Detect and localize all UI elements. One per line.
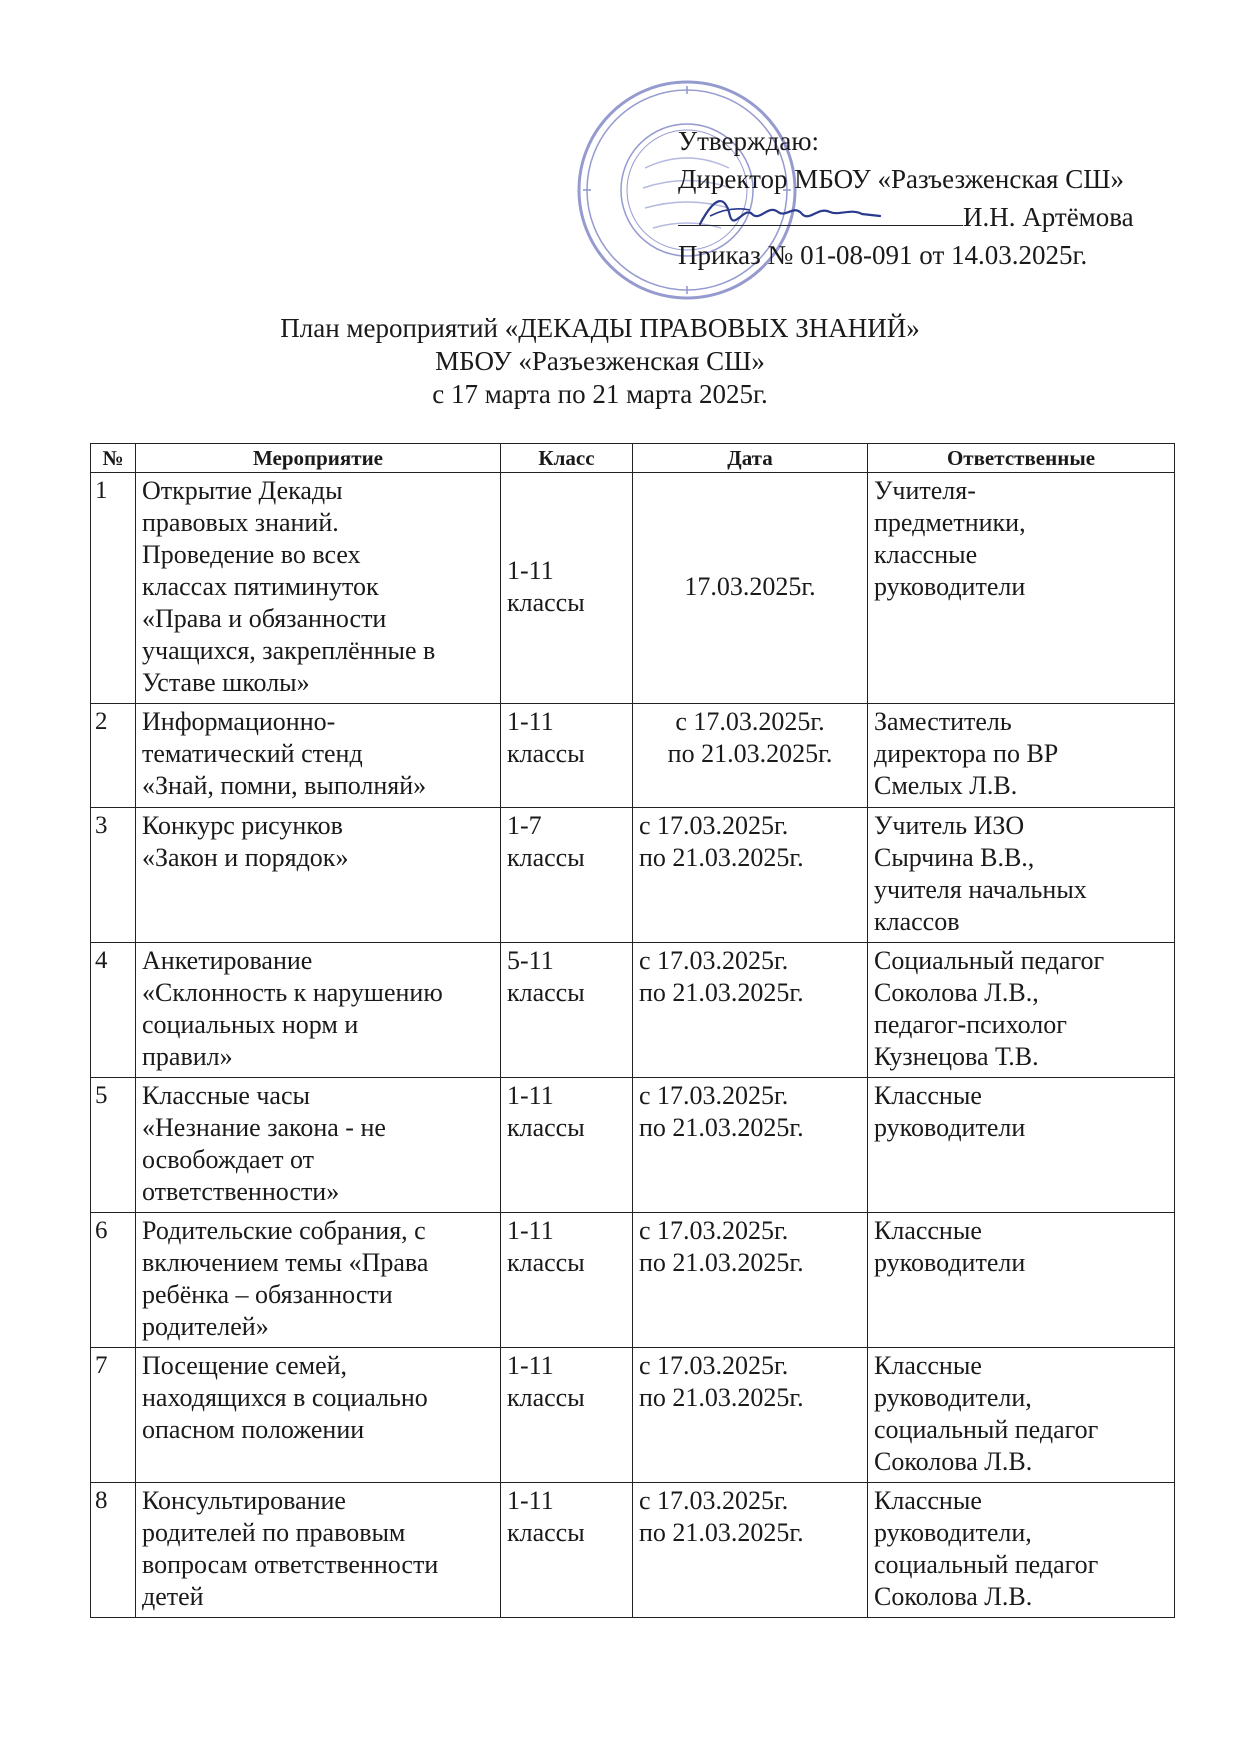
table-row [91, 943, 1175, 1078]
approval-signature-line [678, 198, 1198, 236]
row-responsible: Учителя- предметники, классные руководители [868, 473, 1175, 704]
row-event: Информационно- тематический стенд «Знай, помни, выполняй» [136, 704, 501, 808]
row-number: 5 [91, 1078, 136, 1213]
row-number: 6 [91, 1213, 136, 1348]
table-row [91, 1078, 1175, 1213]
row-responsible: Классные руководители, социальный педагог Соколова Л.В. [868, 1348, 1175, 1483]
header-responsible: Ответственные [868, 444, 1175, 473]
header-class: Класс [501, 444, 633, 473]
row-class: 1-7 классы [501, 808, 633, 943]
row-responsible: Классные руководители [868, 1078, 1175, 1213]
table-row [91, 1348, 1175, 1483]
table-row [91, 704, 1175, 808]
title-line-2: МБОУ «Разъезженская СШ» [435, 346, 765, 376]
row-class: 1-11 классы [501, 1213, 633, 1348]
title-line-1: План мероприятий «ДЕКАДЫ ПРАВОВЫХ ЗНАНИЙ» [280, 313, 920, 343]
row-date: 17.03.2025г. [633, 473, 868, 704]
row-responsible: Классные руководители [868, 1213, 1175, 1348]
row-number: 4 [91, 943, 136, 1078]
row-class: 5-11 классы [501, 943, 633, 1078]
row-date: с 17.03.2025г. по 21.03.2025г. [633, 1213, 868, 1348]
header-number: № [91, 444, 136, 473]
row-class: 1-11 классы [501, 473, 633, 704]
row-class: 1-11 классы [501, 1348, 633, 1483]
row-responsible: Учитель ИЗО Сырчина В.В., учителя начальных классов [868, 808, 1175, 943]
row-date: с 17.03.2025г. по 21.03.2025г. [633, 1483, 868, 1618]
row-date: с 17.03.2025г. по 21.03.2025г. [633, 704, 868, 808]
events-plan-table [90, 443, 1175, 1618]
approval-signer-name: И.Н. Артёмова [963, 202, 1134, 232]
table-row [91, 473, 1175, 704]
row-responsible: Классные руководители, социальный педагог Соколова Л.В. [868, 1483, 1175, 1618]
document-title [0, 312, 1200, 411]
table-row [91, 1483, 1175, 1618]
table-row [91, 808, 1175, 943]
row-date: с 17.03.2025г. по 21.03.2025г. [633, 1348, 868, 1483]
row-number: 8 [91, 1483, 136, 1618]
row-event: Конкурс рисунков «Закон и порядок» [136, 808, 501, 943]
approval-director-line: Директор МБОУ «Разъезженская СШ» [678, 164, 1124, 194]
row-class: 1-11 классы [501, 704, 633, 808]
row-date: с 17.03.2025г. по 21.03.2025г. [633, 943, 868, 1078]
row-number: 7 [91, 1348, 136, 1483]
row-responsible: Заместитель директора по ВР Смелых Л.В. [868, 704, 1175, 808]
signature-underline [678, 201, 963, 226]
row-event: Консультирование родителей по правовым вопросам ответственности детей [136, 1483, 501, 1618]
row-class: 1-11 классы [501, 1078, 633, 1213]
row-event: Анкетирование «Склонность к нарушению социальных норм и правил» [136, 943, 501, 1078]
approval-heading: Утверждаю: [678, 126, 820, 156]
row-number: 2 [91, 704, 136, 808]
row-number: 1 [91, 473, 136, 704]
row-date: с 17.03.2025г. по 21.03.2025г. [633, 1078, 868, 1213]
row-event: Классные часы «Незнание закона - не освобождает от ответственности» [136, 1078, 501, 1213]
header-date: Дата [633, 444, 868, 473]
row-date: с 17.03.2025г. по 21.03.2025г. [633, 808, 868, 943]
row-number: 3 [91, 808, 136, 943]
row-responsible: Социальный педагог Соколова Л.В., педагог-психолог Кузнецова Т.В. [868, 943, 1175, 1078]
row-event: Родительские собрания, с включением темы «Права ребёнка – обязанности родителей» [136, 1213, 501, 1348]
row-class: 1-11 классы [501, 1483, 633, 1618]
title-line-3: с 17 марта по 21 марта 2025г. [432, 379, 768, 409]
row-event: Посещение семей, находящихся в социально опасном положении [136, 1348, 501, 1483]
approval-order-line: Приказ № 01-08-091 от 14.03.2025г. [678, 240, 1088, 270]
approval-block [678, 122, 1198, 274]
table-row [91, 1213, 1175, 1348]
row-event: Открытие Декады правовых знаний. Проведение во всех классах пятиминуток «Права и обязанности учащихся, закреплённые в Уставе школы» [136, 473, 501, 704]
table-header-row [91, 444, 1175, 473]
header-event: Мероприятие [136, 444, 501, 473]
